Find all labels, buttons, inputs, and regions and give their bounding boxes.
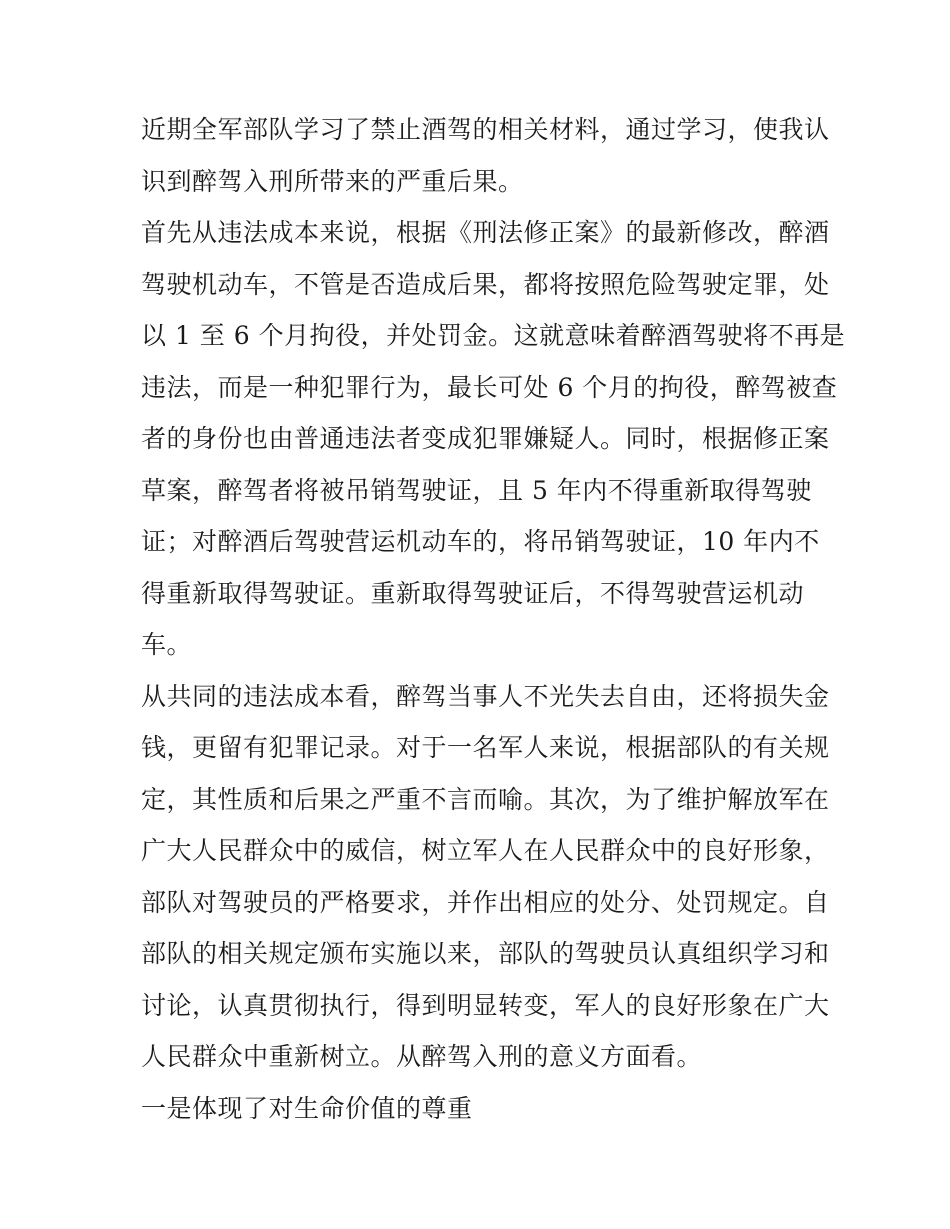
text-line: 违法，而是一种犯罪行为，最长可处 6 个月的拘役，醉驾被查	[141, 372, 838, 402]
paragraph-common-cost	[141, 671, 830, 1083]
text-line: 定，其性质和后果之严重不言而喻。其次，为了维护解放军在	[141, 784, 830, 814]
text-line: 部队对驾驶员的严格要求，并作出相应的处分、处罚规定。自	[141, 887, 830, 917]
text-line: 人民群众中重新树立。从醉驾入刑的意义方面看。	[141, 1042, 703, 1071]
text-line: 识到醉驾入刑所带来的严重后果。	[141, 166, 524, 196]
text-line: 车。	[141, 630, 193, 659]
text-line: 近期全军部队学习了禁止酒驾的相关材料，通过学习，使我认	[141, 115, 830, 144]
text-line: 一是体现了对生命价值的尊重	[141, 1093, 473, 1123]
text-line: 从共同的违法成本看，醉驾当事人不光失去自由，还将损失金	[141, 681, 830, 711]
text-line: 广大人民群众中的威信，树立军人在人民群众中的良好形象，	[141, 836, 830, 865]
text-line: 证；对醉酒后驾驶营运机动车的，将吊销驾驶证，10 年内不	[141, 527, 820, 556]
text-line: 得重新取得驾驶证。重新取得驾驶证后，不得驾驶营运机动	[141, 578, 805, 608]
document-body	[141, 104, 846, 1134]
text-line: 驾驶机动车，不管是否造成后果，都将按照危险驾驶定罪，处	[141, 269, 830, 299]
text-line: 以 1 至 6 个月拘役，并处罚金。这就意味着醉酒驾驶将不再是	[141, 321, 846, 350]
text-line: 首先从违法成本来说，根据《刑法修正案》的最新修改，醉酒	[141, 218, 830, 247]
text-line: 者的身份也由普通违法者变成犯罪嫌疑人。同时，根据修正案	[141, 424, 830, 453]
paragraph-point-one	[141, 1083, 821, 1135]
paragraph-intro	[141, 104, 830, 207]
text-line: 钱，更留有犯罪记录。对于一名军人来说，根据部队的有关规	[141, 733, 830, 762]
text-line: 讨论，认真贯彻执行，得到明显转变，军人的良好形象在广大	[141, 990, 830, 1020]
text-line: 草案，醉驾者将被吊销驾驶证，且 5 年内不得重新取得驾驶	[141, 475, 812, 505]
paragraph-legal-cost	[141, 207, 846, 671]
text-line: 部队的相关规定颁布实施以来，部队的驾驶员认真组织学习和	[141, 939, 830, 968]
